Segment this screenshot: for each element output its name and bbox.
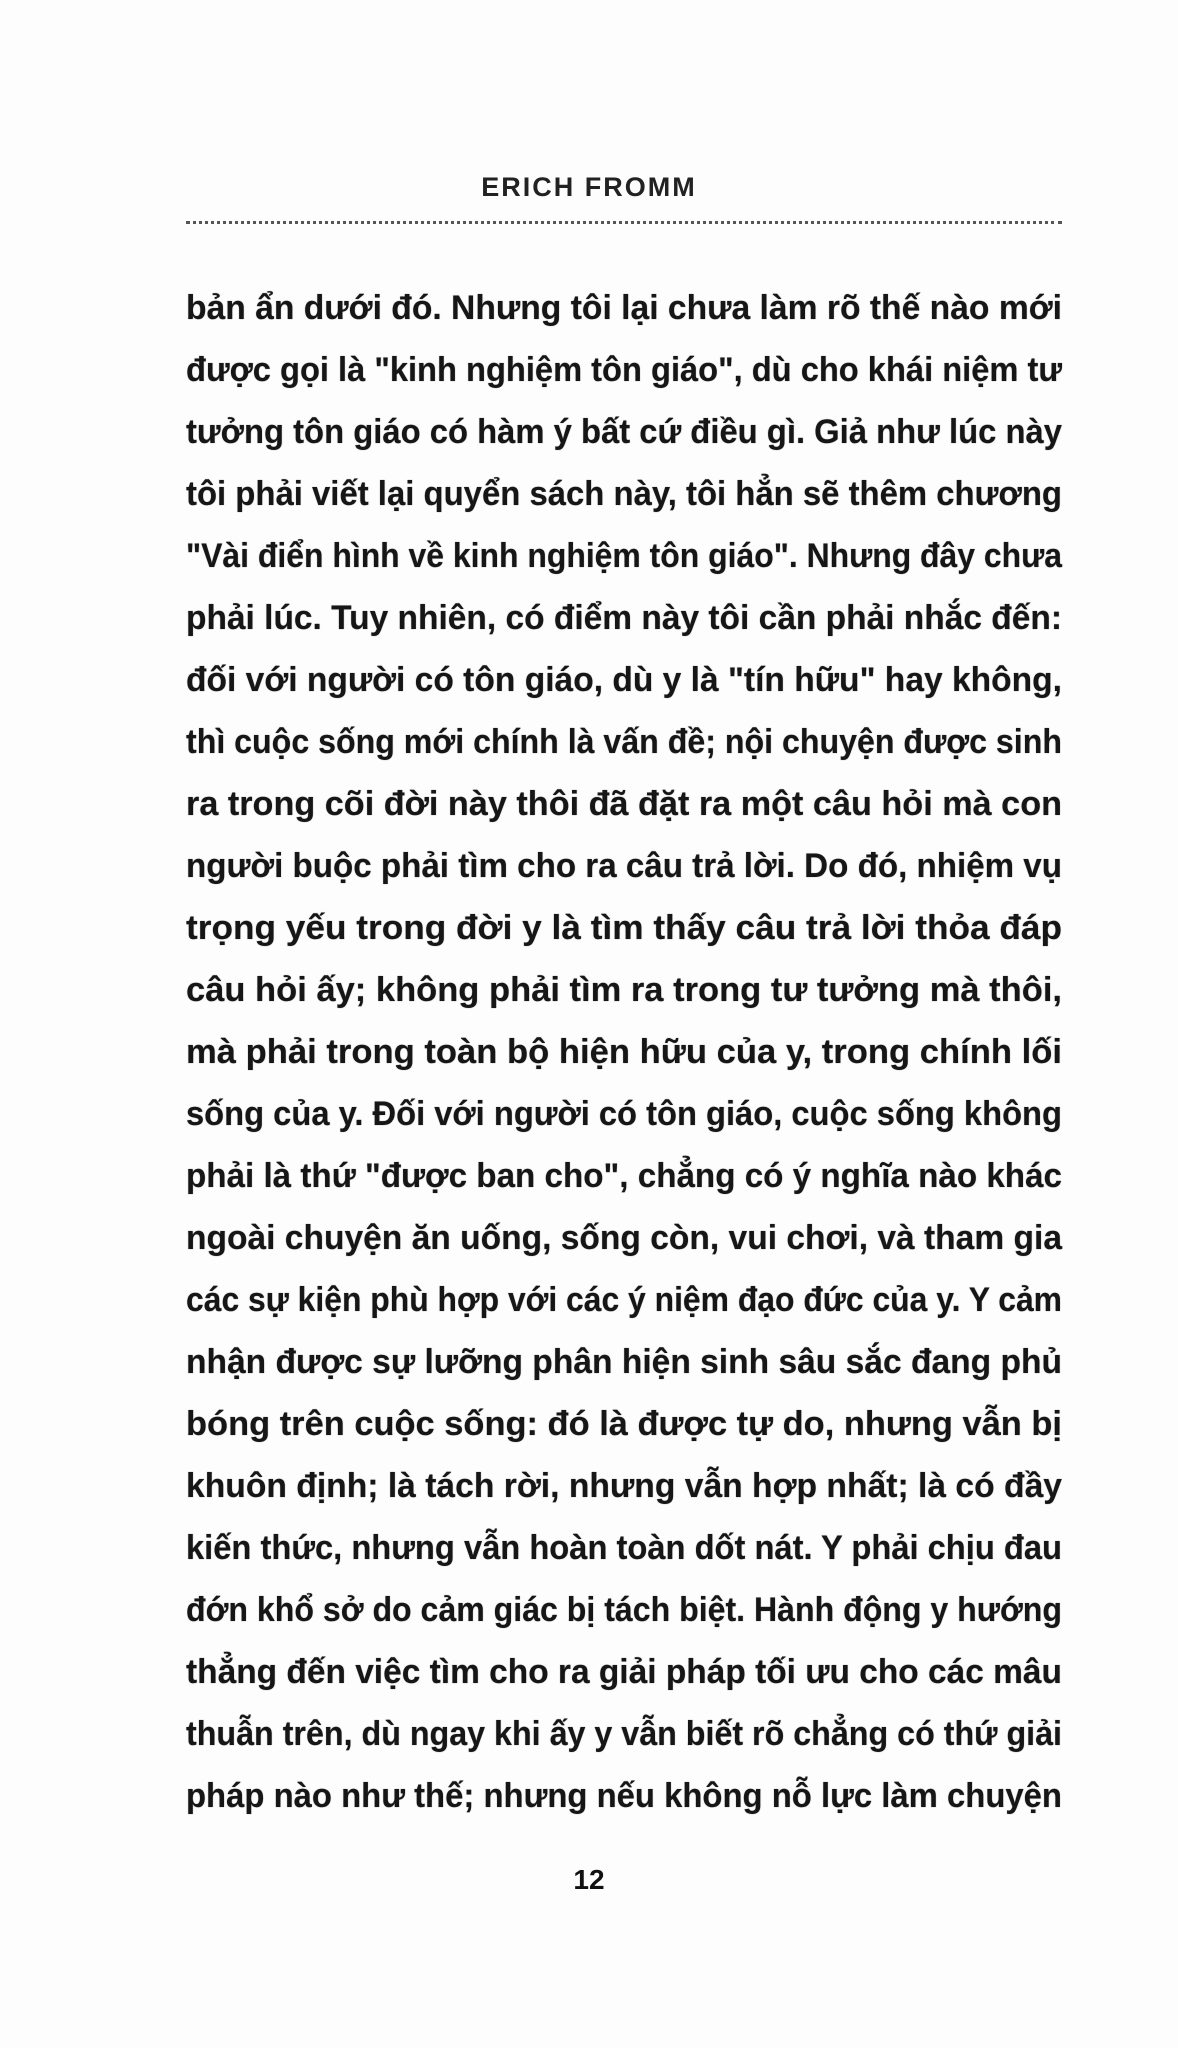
- text-line: [186, 1026, 1062, 1088]
- text-line: [186, 716, 1062, 778]
- text-line: [186, 1274, 1062, 1336]
- text-line-content: đớn khổ sở do cảm giác bị tách biệt. Hành động y hướng: [186, 1591, 1062, 1629]
- text-line: [186, 1646, 1062, 1708]
- text-line: [186, 654, 1062, 716]
- text-line: [186, 468, 1062, 530]
- text-line-content: trọng yếu trong đời y là tìm thấy câu trả lời thỏa đáp: [186, 909, 1062, 947]
- text-line: [186, 1088, 1062, 1150]
- text-line-content: khuôn định; là tách rời, nhưng vẫn hợp nhất; là có đầy: [186, 1467, 1062, 1505]
- text-line: [186, 1460, 1062, 1522]
- text-line-content: "Vài điển hình về kinh nghiệm tôn giáo". Nhưng đây chưa: [186, 537, 1062, 575]
- text-line: [186, 406, 1062, 468]
- text-line-content: thì cuộc sống mới chính là vấn đề; nội chuyện được sinh: [186, 723, 1062, 761]
- text-line-content: được gọi là "kinh nghiệm tôn giáo", dù cho khái niệm tư: [186, 351, 1062, 389]
- text-line-content: tưởng tôn giáo có hàm ý bất cứ điều gì. Giả như lúc này: [186, 413, 1062, 451]
- text-line-content: phải là thứ "được ban cho", chẳng có ý nghĩa nào khác: [186, 1157, 1062, 1195]
- text-line-content: thẳng đến việc tìm cho ra giải pháp tối ưu cho các mâu: [186, 1653, 1062, 1691]
- text-line-content: kiến thức, nhưng vẫn hoàn toàn dốt nát. Y phải chịu đau: [186, 1529, 1062, 1567]
- text-line: [186, 902, 1062, 964]
- running-header: ERICH FROMM: [481, 172, 697, 202]
- text-line-content: ngoài chuyện ăn uống, sống còn, vui chơi, và tham gia: [186, 1219, 1062, 1257]
- text-line-content: nhận được sự lưỡng phân hiện sinh sâu sắc đang phủ: [186, 1343, 1062, 1381]
- dotted-divider: [186, 221, 1062, 224]
- text-line: [186, 1150, 1062, 1212]
- body-text: [186, 282, 1062, 1832]
- text-line: [186, 530, 1062, 592]
- text-line-content: sống của y. Đối với người có tôn giáo, cuộc sống không: [186, 1095, 1062, 1133]
- text-line: [186, 1398, 1062, 1460]
- page-number: 12: [573, 1864, 605, 1895]
- text-line-content: tôi phải viết lại quyển sách này, tôi hẳn sẽ thêm chương: [186, 475, 1062, 513]
- text-line: [186, 1770, 1062, 1832]
- text-line: [186, 1708, 1062, 1770]
- text-line-content: pháp nào như thế; nhưng nếu không nỗ lực làm chuyện: [186, 1777, 1062, 1815]
- text-line: [186, 344, 1062, 406]
- text-line: [186, 1212, 1062, 1274]
- text-line-content: người buộc phải tìm cho ra câu trả lời. Do đó, nhiệm vụ: [186, 847, 1062, 885]
- text-line: [186, 1336, 1062, 1398]
- text-line: [186, 840, 1062, 902]
- text-line-content: các sự kiện phù hợp với các ý niệm đạo đức của y. Y cảm: [186, 1281, 1062, 1319]
- text-line-content: ra trong cõi đời này thôi đã đặt ra một câu hỏi mà con: [186, 785, 1062, 823]
- text-line-content: thuẫn trên, dù ngay khi ấy y vẫn biết rõ chẳng có thứ giải: [186, 1715, 1062, 1753]
- text-line-content: bản ẩn dưới đó. Nhưng tôi lại chưa làm rõ thế nào mới: [186, 289, 1062, 327]
- text-line-content: bóng trên cuộc sống: đó là được tự do, nhưng vẫn bị: [186, 1405, 1062, 1443]
- text-line-content: đối với người có tôn giáo, dù y là "tín hữu" hay không,: [186, 661, 1062, 699]
- text-line: [186, 778, 1062, 840]
- text-line: [186, 282, 1062, 344]
- text-line-content: câu hỏi ấy; không phải tìm ra trong tư tưởng mà thôi,: [186, 971, 1062, 1009]
- text-line: [186, 1584, 1062, 1646]
- text-line-content: phải lúc. Tuy nhiên, có điểm này tôi cần phải nhắc đến:: [186, 599, 1062, 637]
- text-line: [186, 592, 1062, 654]
- text-line-content: mà phải trong toàn bộ hiện hữu của y, trong chính lối: [186, 1033, 1062, 1071]
- text-line: [186, 1522, 1062, 1584]
- text-line: [186, 964, 1062, 1026]
